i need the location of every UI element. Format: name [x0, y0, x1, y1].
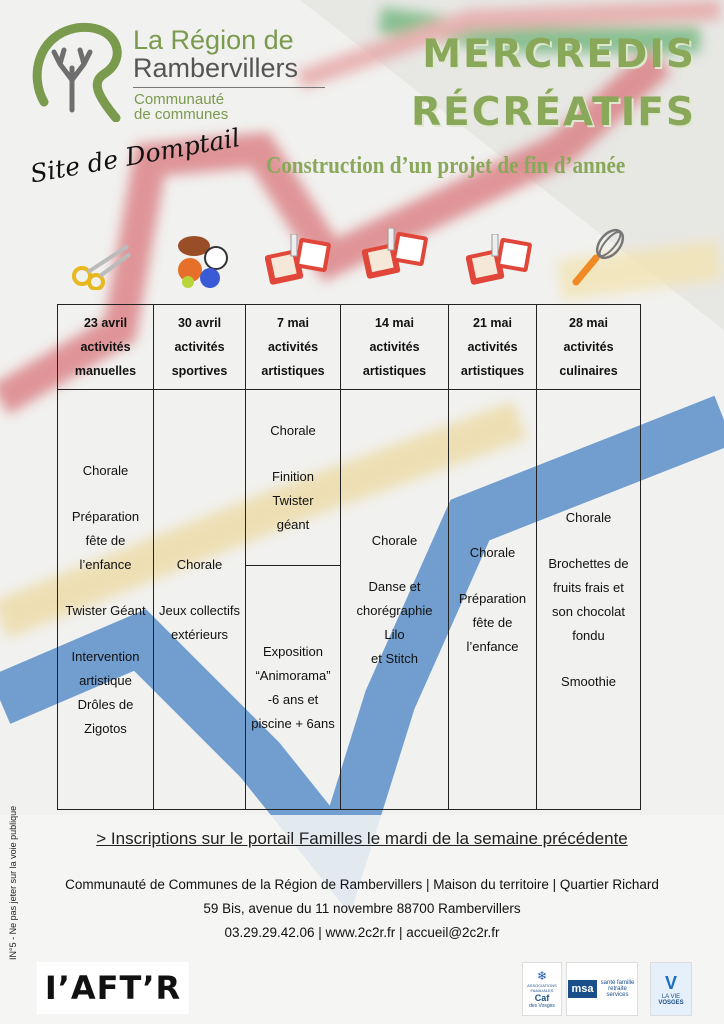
art-icon [466, 234, 534, 288]
page-subtitle: Construction d’un projet de fin d’année [266, 153, 626, 179]
schedule-table [57, 304, 641, 810]
msa-logo-text: santé famille retraite services [600, 980, 635, 998]
site-label: Site de Domptail [28, 123, 243, 189]
body-cell-7-mai-top: Chorale Finition Twister géant [246, 390, 341, 566]
art-icon [265, 234, 333, 288]
art-icon [362, 228, 430, 282]
body-cell-28-mai: Chorale Brochettes de fruits frais et son chocolat fondu Smoothie [537, 390, 641, 810]
logo-title [133, 26, 298, 82]
logo-sub2: de communes [134, 106, 229, 123]
header-cell: 21 mai activités artistiques [449, 305, 537, 390]
vosges-logo-mark: V [664, 972, 677, 993]
address-line2: 59 Bis, avenue du 11 novembre 88700 Rambervillers [203, 901, 521, 916]
body-cell-7-mai-bottom: Exposition “Animorama” -6 ans et piscine + 6ans [246, 566, 341, 810]
logo-sub1: Communauté [134, 91, 225, 108]
inscription-link[interactable]: > Inscriptions sur le portail Familles le mardi de la semaine précédente [96, 829, 628, 848]
header-cell: 28 mai activités culinaires [537, 305, 641, 390]
whisk-icon [572, 228, 628, 286]
body-cell-23-avril: Chorale Préparation fête de l’enfance Twister Géant Intervention artistique Drôles de Zigotos [58, 390, 154, 810]
side-note: IN°5 - Ne pas jeter sur la voie publique [8, 805, 18, 960]
page-title [411, 26, 696, 142]
scissors-icon [70, 240, 132, 290]
logo-divider [133, 87, 325, 88]
body-cell-21-mai: Chorale Préparation fête de l’enfance [449, 390, 537, 810]
logo-line1: La Région de [133, 25, 294, 55]
body-cell-30-avril: Chorale Jeux collectifs extérieurs [154, 390, 246, 810]
snowflake-icon: ❄ [536, 969, 548, 983]
caf-logo-line2: Caf [534, 993, 550, 1003]
schedule-body-row [58, 390, 641, 566]
address-line1: Communauté de Communes de la Région de Rambervillers | Maison du territoire | Quartier Richard [65, 877, 659, 892]
header-cell: 23 avril activités manuelles [58, 305, 154, 390]
region-logo-icon [26, 18, 130, 122]
caf-logo-line3: des Vosges [529, 1003, 555, 1009]
vosges-logo-line2: LA VIE [661, 993, 681, 1000]
vosges-logo [650, 962, 692, 1016]
aftr-logo-text: I’AFT’R [44, 969, 182, 1007]
vosges-logo-line3: VOSGES [658, 999, 684, 1006]
logo-line2: Rambervillers [133, 53, 299, 83]
aftr-logo [37, 962, 189, 1014]
header-cell: 14 mai activités artistiques [341, 305, 449, 390]
caf-logo [522, 962, 562, 1016]
title-line1: MERCREDIS [422, 32, 696, 77]
msa-logo-mark: msa [568, 980, 596, 998]
caf-logo-line1: ASSOCIATIONS FAMILIALES [527, 983, 557, 993]
title-line2: RÉCRÉATIFS [411, 90, 696, 135]
address-line3: 03.29.29.42.06 | www.2c2r.fr | accueil@2c2r.fr [224, 925, 500, 940]
header-cell: 7 mai activités artistiques [246, 305, 341, 390]
address-block [0, 873, 724, 945]
header-cell: 30 avril activités sportives [154, 305, 246, 390]
msa-logo [566, 962, 638, 1016]
sports-balls-icon [176, 232, 230, 290]
body-cell-14-mai: Chorale Danse et chorégraphie Lilo et Stitch [341, 390, 449, 810]
logo-subtitle [134, 92, 228, 122]
schedule-header-row [58, 305, 641, 390]
